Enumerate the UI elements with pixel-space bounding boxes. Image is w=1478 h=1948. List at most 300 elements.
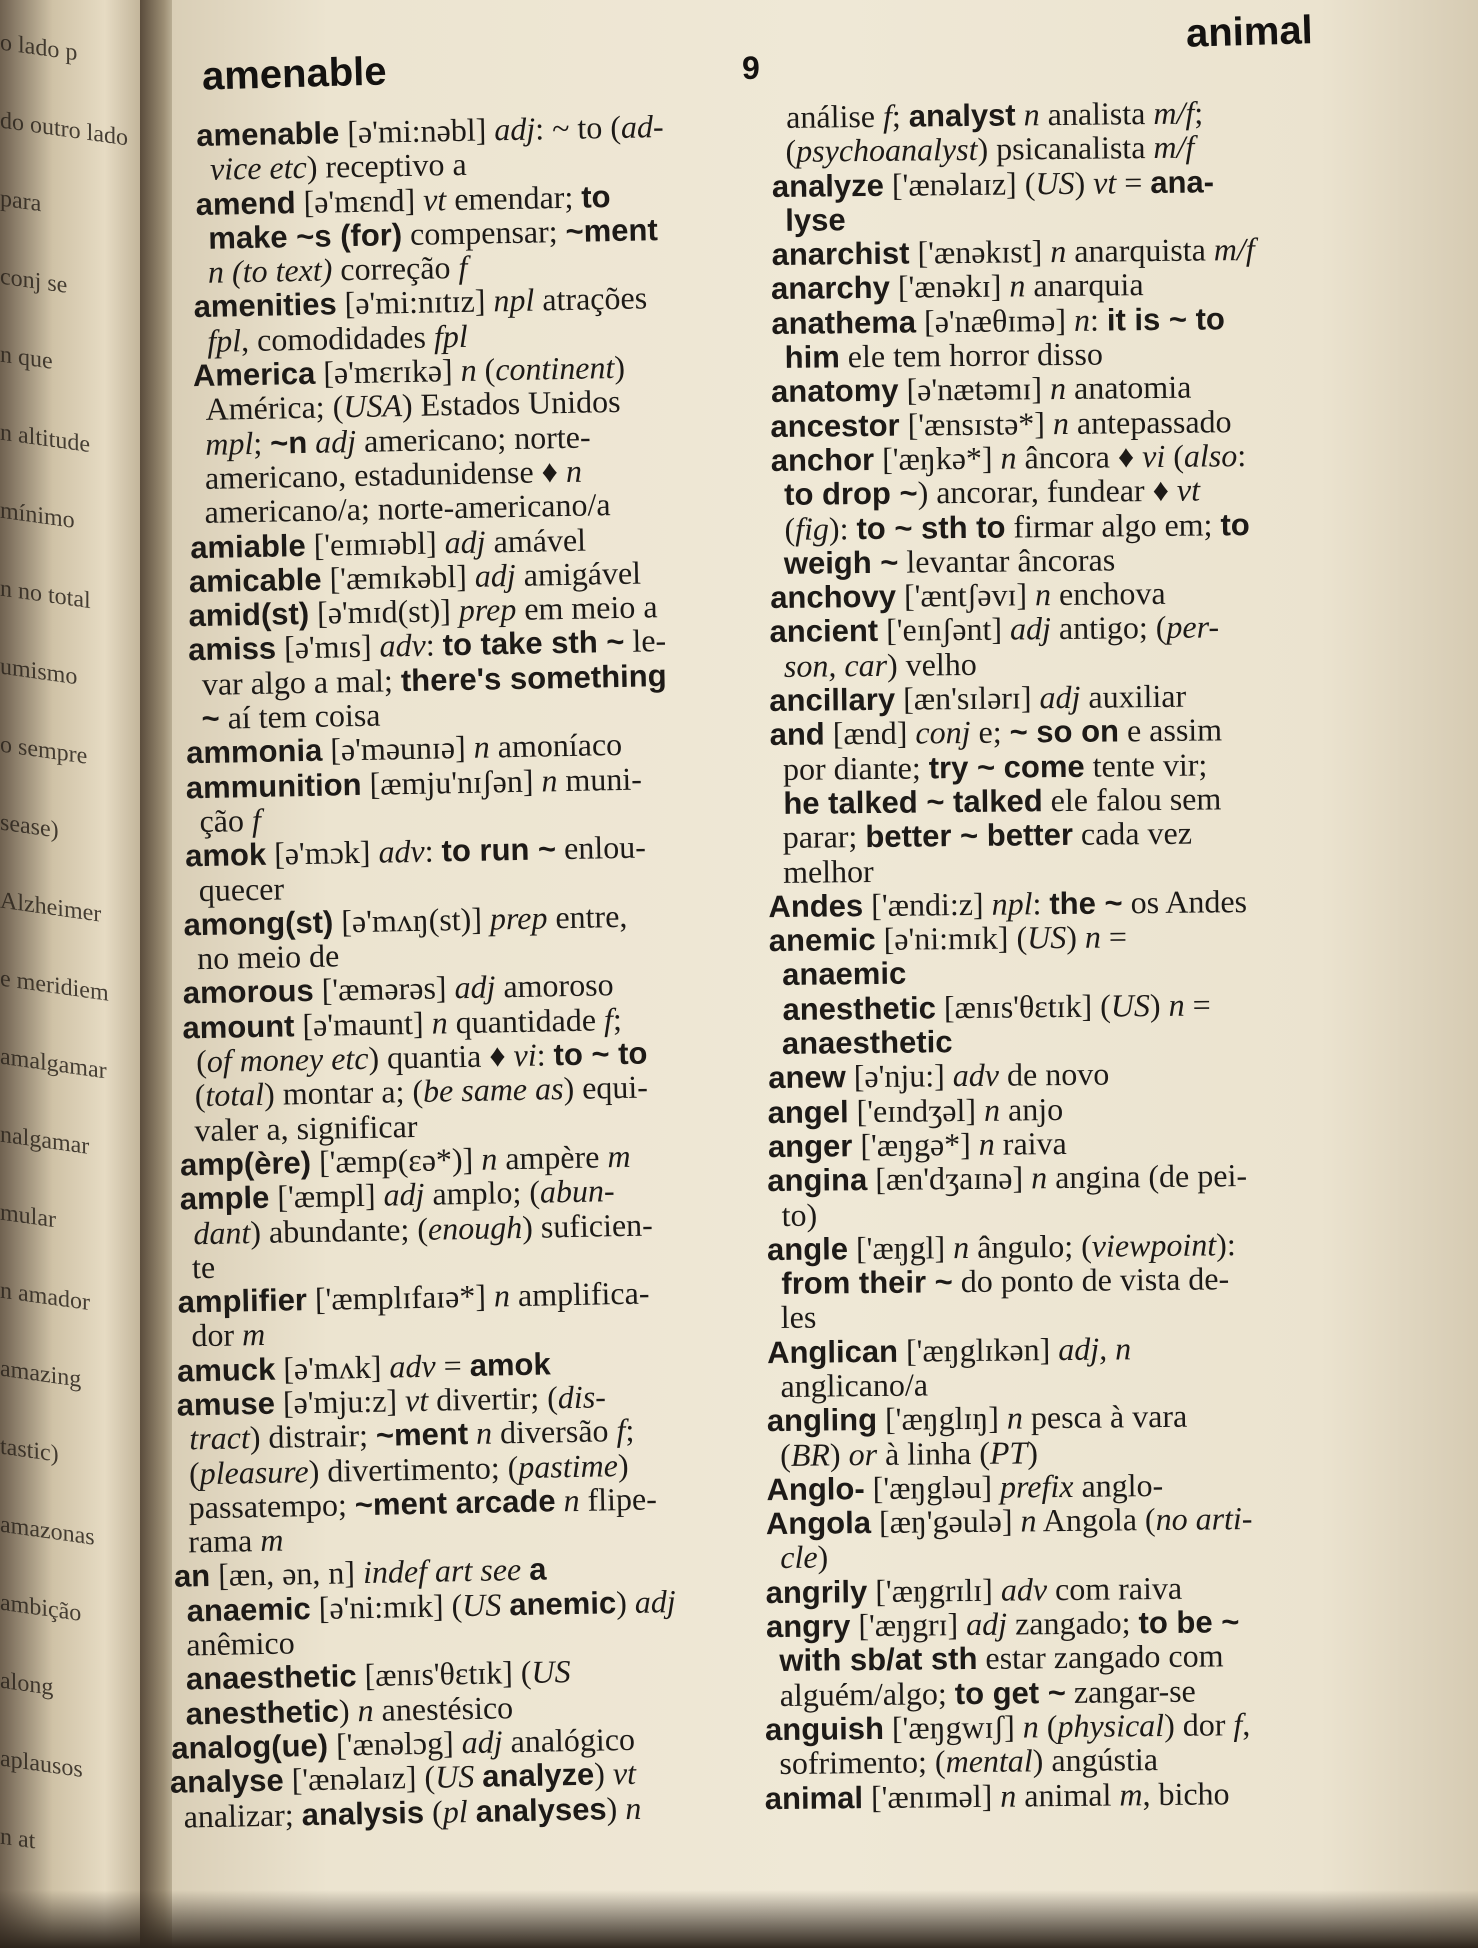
definition-text: americano; norte- — [355, 418, 591, 459]
right-column — [764, 94, 1380, 1816]
headword-text: anguish — [764, 1710, 885, 1748]
headword-text: angry — [765, 1608, 851, 1645]
definition-text: ( — [194, 1077, 206, 1114]
definition-text: ['æŋglɪŋ] — [876, 1399, 1008, 1438]
grammar-label: f — [616, 1412, 626, 1449]
grammar-label: n — [1009, 267, 1026, 305]
definition-text: ( — [785, 133, 797, 170]
definition-text: americano, estadunidense ♦ — [204, 452, 567, 496]
definition-text: ; — [612, 1000, 623, 1037]
previous-page-text: o sempre — [0, 731, 88, 770]
headword-text: amiable — [189, 527, 307, 565]
grammar-label: prep — [489, 899, 548, 937]
definition-text: les — [780, 1298, 817, 1336]
definition-text: [ə'məunɪə] — [321, 729, 475, 769]
grammar-label: n — [1022, 1708, 1039, 1745]
grammar-label: n — [565, 452, 583, 489]
definition-text: [æŋ'gəulə] — [870, 1502, 1021, 1541]
definition-text: , comodidades — [240, 318, 435, 358]
definition-text: em meio a — [515, 588, 658, 628]
definition-text: ) psicanalista — [977, 129, 1154, 168]
definition-text: aí tem coisa — [219, 696, 381, 736]
grammar-label: n — [475, 1414, 493, 1452]
definition-text: de novo — [998, 1055, 1110, 1093]
grammar-label: m/f — [1153, 128, 1195, 166]
definition-text: ( — [779, 1436, 792, 1473]
grammar-label: npl — [493, 282, 535, 319]
grammar-label: vt — [404, 1381, 429, 1419]
definition-text: ) equi- — [563, 1068, 649, 1107]
definition-text: antigo; ( — [1050, 609, 1167, 647]
definition-text: angina (de pei- — [1046, 1157, 1248, 1196]
definition-text: atrações — [533, 279, 648, 319]
definition-text: : — [536, 1036, 554, 1073]
definition-text: amoroso — [495, 966, 614, 1005]
previous-page-text: ambição — [0, 1589, 82, 1627]
previous-page-text: along — [0, 1667, 54, 1701]
definition-text: ) montar a; ( — [263, 1073, 424, 1113]
definition-text: animal — [1016, 1776, 1120, 1814]
definition-text: [ə'mi:nəbl] — [338, 111, 495, 151]
grammar-label: dant — [193, 1213, 251, 1251]
headword-text: analyze — [771, 167, 885, 204]
definition-text: ) — [615, 1583, 636, 1620]
definition-text: entre, — [547, 897, 628, 936]
headword-text: analyze — [481, 1756, 595, 1795]
grammar-label: adj — [314, 422, 357, 460]
headword-text: ~ment arcade — [354, 1483, 556, 1523]
grammar-label: vt — [1092, 163, 1117, 201]
headword-text: anesthetic — [782, 990, 937, 1027]
headword-text: amplifier — [177, 1282, 308, 1320]
headword-text: amiss — [187, 631, 277, 668]
grammar-label: n — [357, 1691, 374, 1728]
grammar-label: f — [251, 801, 262, 838]
grammar-label: prefix — [999, 1467, 1074, 1505]
definition-text: = — [1100, 918, 1128, 955]
previous-page-text: aplausos — [0, 1745, 83, 1784]
definition-text: ['æŋglɪkən] — [897, 1330, 1059, 1369]
headword-text: analysis — [301, 1794, 425, 1832]
definition-text: ) — [606, 1789, 626, 1826]
definition-text: ['æŋgə*] — [852, 1125, 980, 1164]
definition-text: ( — [784, 510, 796, 547]
definition-text: amplifica- — [509, 1274, 650, 1314]
grammar-label: adv — [378, 832, 426, 870]
definition-text: flipe- — [579, 1480, 658, 1518]
headword-text: anarchist — [771, 235, 910, 273]
headword-text: ~ment — [375, 1416, 469, 1454]
definition-text: [ə'mʌŋ(st)] — [332, 900, 491, 940]
headword-text: to be ~ — [1138, 1604, 1240, 1641]
previous-page-text: n que — [0, 341, 53, 375]
grammar-label: US — [434, 1758, 475, 1795]
definition-text: : ~ to ( — [534, 108, 622, 147]
definition-text: do ponto de vista de- — [952, 1260, 1230, 1300]
grammar-label: n — [1084, 918, 1102, 955]
definition-text: ['ænsɪstə*] — [899, 404, 1054, 443]
definition-text: [ænɪs'θɛtɪk] ( — [935, 987, 1111, 1026]
definition-text: diversão — [491, 1412, 617, 1451]
definition-text: ['ænəlaɪz] ( — [283, 1758, 436, 1798]
grammar-label: adj — [1009, 610, 1052, 647]
definition-text: ( — [1165, 437, 1185, 474]
definition-text: ) Estados Unidos — [401, 383, 621, 424]
grammar-label: adj — [444, 523, 486, 560]
definition-text: levantar âncoras — [898, 541, 1116, 580]
definition-text: quantidade — [447, 1001, 605, 1041]
definition-text: e assim — [1118, 711, 1223, 749]
definition-text: ) — [593, 1755, 614, 1792]
grammar-label: adv — [379, 627, 427, 665]
definition-text: ângulo; ( — [968, 1227, 1092, 1265]
previous-page-text: n amador — [0, 1277, 90, 1317]
previous-page-text: amazing — [0, 1355, 82, 1393]
definition-text: [ə'mɛrɪkə] — [314, 352, 461, 391]
grammar-label: mental — [945, 1742, 1033, 1780]
grammar-label: vt — [422, 180, 447, 218]
grammar-label: adv — [389, 1347, 436, 1385]
grammar-label: son, car — [783, 646, 888, 684]
grammar-label: abun- — [539, 1172, 615, 1210]
definition-text: por diante; — [782, 749, 929, 787]
definition-text: anarquista — [1066, 231, 1214, 270]
guide-word-right: animal — [1185, 8, 1314, 56]
headword-text: weigh ~ — [783, 544, 899, 581]
definition-text: estar zangado com — [977, 1637, 1224, 1677]
grammar-label: adv — [1000, 1570, 1048, 1608]
grammar-label: per- — [1166, 608, 1220, 646]
definition-text: [æn'sɪlərɪ] — [894, 679, 1040, 717]
definition-text: ) divertimento; ( — [308, 1448, 519, 1489]
definition-text: ( — [476, 351, 496, 388]
headword-text: lyse — [785, 202, 846, 238]
definition-text: ['æntʃəvɪ] — [895, 576, 1036, 614]
previous-page-text: amalgamar — [0, 1043, 107, 1085]
grammar-label: fpl — [206, 321, 242, 359]
definition-text: ) — [1149, 986, 1169, 1023]
definition-text: ele falou sem — [1042, 780, 1222, 819]
definition-text: ) angústia — [1032, 1741, 1159, 1779]
headword-text: angling — [766, 1402, 878, 1439]
grammar-label: PT — [989, 1433, 1028, 1471]
previous-page-text: Alzheimer — [0, 887, 102, 928]
headword-text: better ~ better — [865, 817, 1074, 855]
grammar-label: viewpoint — [1091, 1226, 1217, 1264]
headword-text: the ~ — [1049, 885, 1123, 921]
definition-text: ) — [1027, 1433, 1039, 1470]
definition-text: ) suficien- — [521, 1205, 654, 1245]
headword-text: anger — [767, 1128, 853, 1165]
grammar-label: n — [624, 1789, 642, 1826]
grammar-label: enough — [427, 1208, 523, 1247]
grammar-label: vt — [1176, 471, 1201, 509]
grammar-label: n — [460, 351, 477, 389]
grammar-label: dis- — [557, 1378, 607, 1416]
grammar-label: n — [952, 1228, 970, 1265]
headword-text: to — [1220, 506, 1250, 542]
previous-page-text: o lado p — [0, 29, 78, 67]
definition-text: antepassado — [1068, 402, 1232, 441]
headword-text: to get ~ — [954, 1674, 1067, 1711]
definition-text: anestésico — [373, 1688, 514, 1728]
definition-text: ) — [829, 1435, 849, 1473]
definition-text: , bicho — [1142, 1774, 1230, 1812]
definition-text: ) distrair; — [249, 1417, 377, 1456]
definition-text: ['ænəlɔg] — [327, 1724, 463, 1763]
definition-text: rama — [187, 1522, 261, 1560]
definition-text: ampère — [496, 1138, 608, 1177]
definition-text: muni- — [557, 760, 643, 798]
definition-text: ['æŋgl] — [847, 1228, 954, 1267]
definition-text: ( — [195, 1042, 208, 1080]
grammar-label: of money etc — [206, 1039, 369, 1079]
definition-text: [ə'mɪd(st)] — [308, 592, 460, 632]
definition-text: ['æŋkə*] — [873, 439, 1001, 477]
grammar-label: fpl — [433, 317, 468, 355]
previous-page-text: mular — [0, 1199, 56, 1234]
headword-text: there's something — [400, 657, 667, 698]
headword-text: to ~ to — [553, 1035, 648, 1073]
definition-text: e; — [970, 713, 1010, 751]
definition-text: to) — [781, 1196, 818, 1233]
headword-text: animal — [764, 1779, 864, 1816]
definition-text: ['eɪmɪəbl] — [305, 523, 446, 563]
headword-text: to ~ sth to — [856, 509, 1006, 546]
grammar-label: vice etc — [209, 149, 308, 188]
definition-text: : — [1089, 301, 1108, 338]
definition-text: ['æmərəs] — [313, 969, 455, 1009]
headword-text: amp(ère) — [179, 1144, 312, 1183]
definition-text: ['ænəkɪ] — [889, 268, 1010, 306]
grammar-label: f — [458, 249, 468, 286]
grammar-label: vi — [1141, 437, 1166, 475]
definition-text: parar; — [782, 818, 866, 856]
definition-text: anjo — [999, 1090, 1064, 1128]
definition-text: [æn'dʒaɪnə] — [867, 1159, 1032, 1198]
grammar-label: BR — [790, 1436, 831, 1473]
definition-text: te — [191, 1248, 216, 1286]
previous-page-text: mínimo — [0, 497, 75, 534]
grammar-label: n — [563, 1481, 580, 1519]
definition-text: ) abundante; ( — [249, 1210, 429, 1250]
grammar-label: pl — [442, 1792, 468, 1830]
headword-text: analog(ue) — [170, 1727, 329, 1766]
definition-text: analista — [1039, 95, 1154, 133]
headword-text: ancestor — [770, 407, 900, 444]
headword-text: ammunition — [185, 766, 362, 805]
headword-text: from their ~ — [781, 1264, 953, 1302]
page-bottom-shadow — [0, 1890, 1478, 1948]
headword-text: angle — [766, 1231, 849, 1267]
previous-page-text: sease) — [0, 809, 59, 844]
definition-text: [ə'mɪs] — [275, 628, 380, 667]
definition-text: anatomia — [1065, 369, 1192, 407]
headword-text: ~n — [269, 424, 308, 461]
definition-text: ['æmpl] — [268, 1176, 384, 1215]
headword-text: he talked ~ talked — [783, 783, 1043, 821]
grammar-label: adj — [383, 1176, 425, 1213]
grammar-label: adj — [474, 556, 517, 594]
grammar-label: n — [541, 761, 558, 799]
grammar-label: indef art see — [362, 1551, 522, 1591]
previous-page-text: umismo — [0, 653, 78, 691]
definition-text: ['æŋgləu] — [864, 1468, 1001, 1506]
headword-text: ana- — [1150, 163, 1215, 200]
grammar-label: pleasure — [199, 1452, 310, 1491]
definition-text: à linha ( — [876, 1434, 991, 1472]
headword-text: anemic — [508, 1584, 617, 1623]
grammar-label: m — [607, 1137, 631, 1175]
definition-text: , — [1242, 1706, 1251, 1743]
definition-text: : — [1237, 437, 1247, 474]
definition-text: [ə'ni:mɪk] ( — [310, 1586, 463, 1626]
definition-text: amável — [485, 521, 587, 560]
headword-text: angrily — [765, 1573, 868, 1610]
headword-text: amuse — [176, 1385, 276, 1423]
definition-text: zangado; — [1006, 1604, 1139, 1642]
headword-text: to drop ~ — [783, 475, 918, 513]
grammar-label: n — [1030, 1159, 1048, 1196]
grammar-label: n — [1073, 301, 1091, 338]
headword-text: angina — [767, 1162, 868, 1199]
definition-text: ) receptivo a — [306, 146, 467, 186]
grammar-label: mpl — [204, 424, 254, 462]
grammar-label: adj — [966, 1605, 1008, 1643]
grammar-label: n — [978, 1125, 996, 1162]
previous-page-text: para — [0, 185, 42, 218]
definition-text: sofrimento; ( — [779, 1743, 946, 1782]
definition-text: amigável — [515, 554, 642, 593]
definition-text: ['ænɪməl] — [862, 1777, 1001, 1815]
definition-text: ): — [828, 509, 857, 546]
definition-text: analógico — [502, 1720, 636, 1760]
headword-text: Andes — [768, 887, 864, 924]
definition-text: cada vez — [1072, 814, 1193, 853]
grammar-label: no arti- — [1155, 1500, 1253, 1538]
previous-page-edge — [0, 0, 150, 1948]
headword-text: anew — [768, 1059, 846, 1096]
definition-text: enchova — [1050, 575, 1166, 613]
definition-text: análise — [785, 97, 884, 135]
grammar-label: US — [1035, 164, 1075, 201]
definition-text: ele tem horror disso — [839, 335, 1104, 375]
grammar-label: psychoanalyst — [796, 131, 978, 170]
grammar-label: fig — [794, 509, 830, 547]
previous-page-text: n altitude — [0, 419, 90, 459]
previous-page-text: amazonas — [0, 1511, 95, 1551]
definition-text: amplo; ( — [424, 1173, 541, 1213]
definition-text: com raiva — [1046, 1569, 1183, 1607]
definition-text: le- — [624, 622, 667, 660]
headword-text: make ~s (for) — [207, 216, 403, 256]
left-column — [169, 108, 769, 1835]
definition-text: ['æŋgrɪlɪ] — [867, 1571, 1002, 1609]
definition-text: [ə'mju:z] — [274, 1382, 406, 1421]
previous-page-text: nalgamar — [0, 1121, 90, 1161]
headword-text: anatomy — [770, 373, 899, 410]
definition-text: = — [435, 1346, 470, 1384]
definition-text: ) dor — [1163, 1706, 1234, 1743]
headword-text: anaemic — [186, 1590, 312, 1629]
definition-text: quecer — [198, 869, 285, 908]
definition-text: ; — [625, 1412, 635, 1449]
headword-text: angel — [767, 1093, 849, 1130]
headword-text: anarchy — [770, 270, 891, 307]
definition-text: tente vir; — [1084, 746, 1208, 784]
grammar-label: npl — [991, 885, 1033, 922]
grammar-label: vt — [612, 1755, 637, 1792]
definition-text: anêmico — [185, 1624, 296, 1663]
headword-text: amok — [184, 837, 267, 874]
definition-text: ['eɪnʃənt] — [877, 610, 1011, 649]
grammar-label: also — [1183, 437, 1238, 474]
grammar-label: vi — [513, 1036, 538, 1074]
grammar-label: US — [531, 1653, 571, 1691]
headword-text: analyses — [475, 1790, 607, 1829]
grammar-label: be same as — [422, 1070, 564, 1110]
guide-word-left: amenable — [201, 49, 388, 99]
definition-text: no meio de — [196, 937, 340, 977]
headword-text: anchovy — [770, 578, 897, 616]
grammar-label: adj — [493, 110, 536, 148]
definition-text: os Andes — [1122, 882, 1248, 921]
definition-text: ['æmɪkəbl] — [321, 557, 476, 597]
page-number: 9 — [742, 50, 760, 86]
grammar-label: conj — [915, 714, 971, 751]
definition-text: ) — [1074, 164, 1094, 201]
entry-line — [765, 1774, 1380, 1815]
definition-text: : — [1032, 884, 1050, 922]
headword-text: amok — [469, 1346, 551, 1383]
grammar-label: n — [493, 1277, 511, 1314]
definition-text: firmar algo em; — [1005, 505, 1221, 545]
grammar-label: continent — [494, 349, 615, 388]
grammar-label: adj — [454, 968, 496, 1006]
grammar-label: n — [473, 728, 491, 766]
definition-text: ; — [1194, 94, 1204, 131]
definition-text: ['æmplɪfaɪə*] — [306, 1277, 495, 1318]
previous-page-text: n no total — [0, 575, 91, 615]
grammar-label: n — [1168, 986, 1185, 1023]
grammar-label: cle — [780, 1539, 818, 1576]
grammar-label: n — [480, 1140, 498, 1177]
definition-text: zangar-se — [1065, 1672, 1196, 1710]
definition-text: ): — [1215, 1226, 1236, 1263]
grammar-label: pastime — [517, 1446, 619, 1485]
headword-text: amenities — [193, 286, 337, 325]
grammar-label: adj — [461, 1723, 503, 1761]
grammar-label: tract — [189, 1419, 251, 1457]
definition-text: ['æŋgrɪ] — [850, 1606, 967, 1644]
definition-text: ['ænəkɪst] — [909, 233, 1051, 271]
definition-text: ['ænəlaɪz] ( — [883, 164, 1036, 203]
headword-text: amicable — [188, 561, 322, 600]
definition-text: [ænɪs'θɛtɪk] ( — [356, 1654, 532, 1694]
grammar-label: n — [1050, 233, 1067, 270]
definition-text: anglo- — [1073, 1466, 1164, 1504]
grammar-label: US — [1026, 919, 1067, 956]
headword-text: ancient — [769, 613, 879, 650]
headword-text: ammonia — [185, 733, 323, 771]
headword-text: him — [784, 339, 841, 375]
grammar-label: US — [461, 1586, 502, 1623]
headword-text: amenable — [196, 115, 340, 153]
headword-text: amend — [195, 184, 296, 222]
definition-text: ( — [188, 1454, 201, 1491]
grammar-label: n — [983, 1091, 1001, 1128]
definition-text: [ə'nætəmɪ] — [898, 370, 1051, 409]
